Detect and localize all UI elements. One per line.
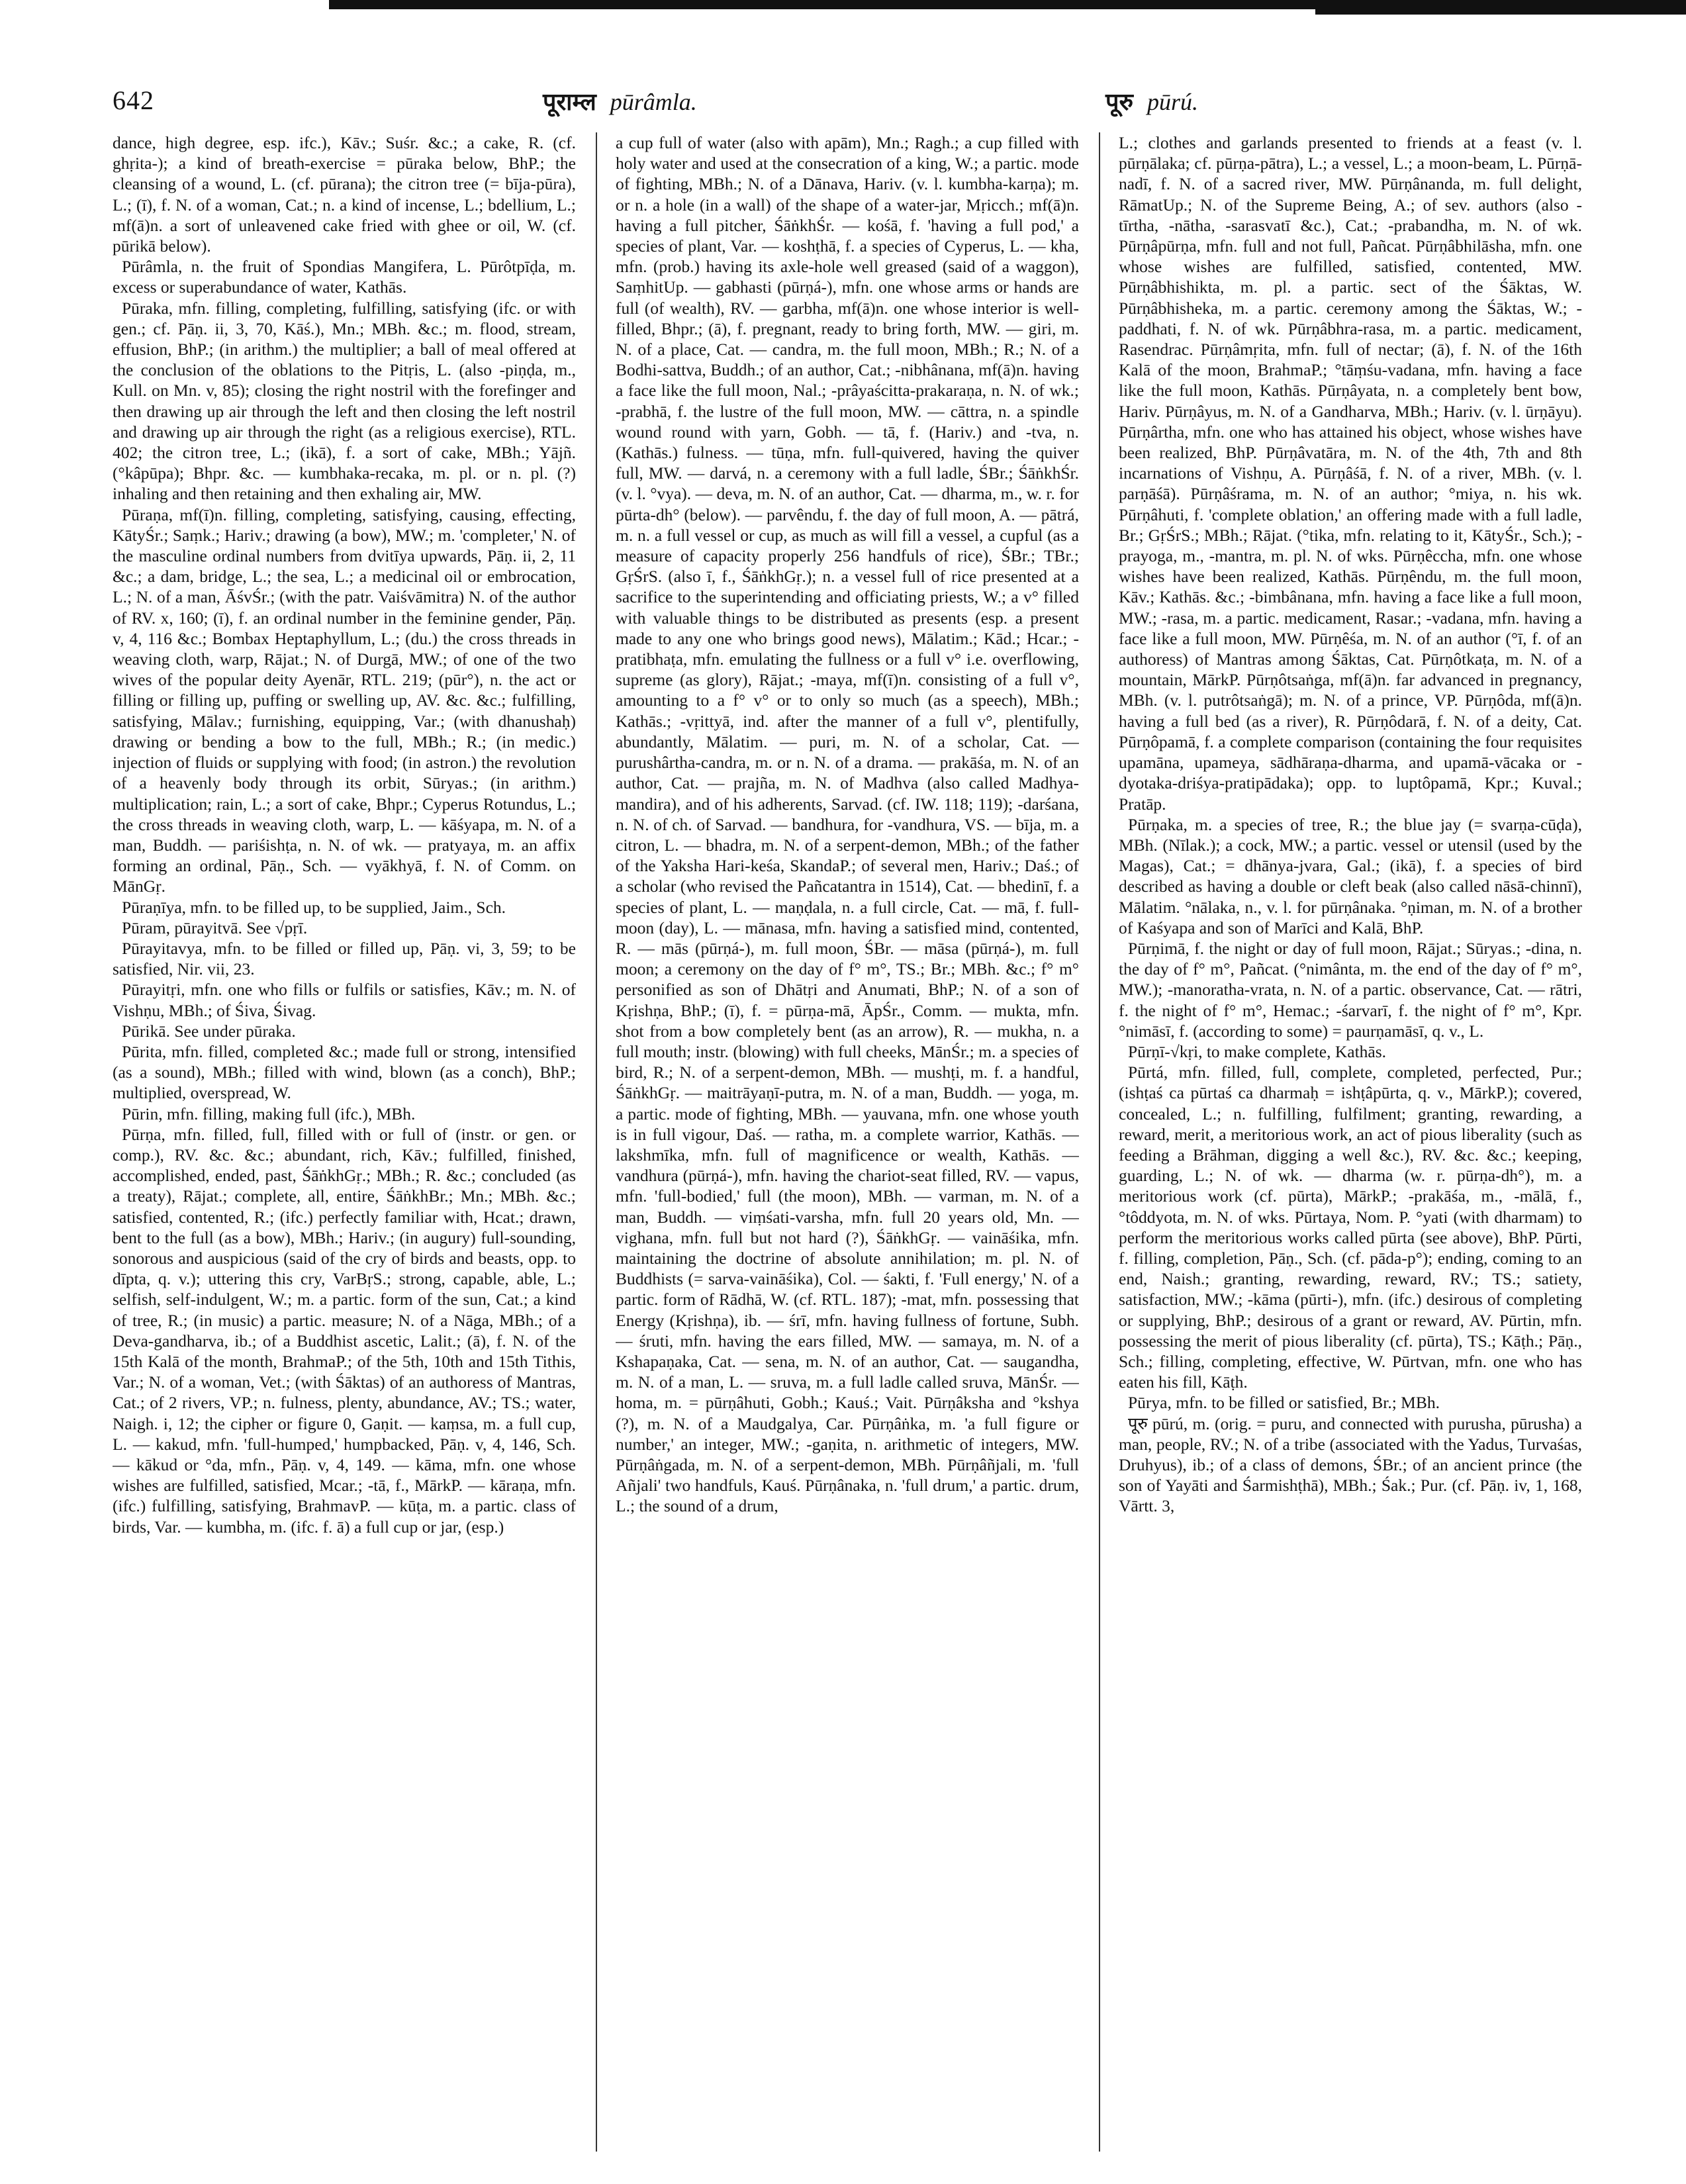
dictionary-entry: Pūrṇaka, m. a species of tree, R.; the blue jay (= svarṇa-cūḍa), MBh. (Nīlak.); a cock, MW.; a partic. vessel or utensil (used by the Magas), Cat.; = dhānya-jvara, Gal.; (ikā), f. a species of bird described as having a double or cleft beak (also called nāsā-chinnī), Mālatim. °nālaka, n., v. l. for pūrṇânaka. °ṇiman, m. N. of a brother of Kaśyapa and son of Marīci and Kalā, BhP. xyxy=(1119,814,1582,937)
column-left xyxy=(113,132,576,2158)
left-running-headword xyxy=(543,85,697,117)
scan-corner-mark xyxy=(329,0,1686,9)
dictionary-entry: L.; clothes and garlands presented to friends at a feast (v. l. pūrṇālaka; cf. pūrṇa-pātra), L.; a vessel, L.; a moon-beam, L. Pūrṇā-nadī, f. N. of a sacred river, MW. Pūrṇânanda, m. full delight, RāmatUp.; N. of the Supreme Being, A.; of sev. authors (also -tīrtha, -nātha, -sarasvatī &c.), Cat.; -prabandha, m. N. of wk. Pūrṇâpūrṇa, mfn. full and not full, Pañcat. Pūrṇâbhilāsha, mfn. one whose wishes are fulfilled, satisfied, contented, MW. Pūrṇâbhishikta, m. pl. a partic. sect of the Śāktas, W. Pūrṇâbhisheka, m. a partic. ceremony among the Śāktas, W.; -paddhati, f. N. of wk. Pūrṇâbhra-rasa, m. a partic. medicament, Rasendrac. Pūrṇâmṛita, mfn. full of nectar; (ā), f. N. of the 16th Kalā of the moon, BrahmaP.; °tāṃśu-vadana, mfn. having a face like the full moon, Kathās. Pūrṇâyata, n. a completely bent bow, Hariv. Pūrṇâyus, m. N. of a Gandharva, MBh.; Hariv. (v. l. ūrṇāyu). Pūrṇârtha, mfn. one who has attained his object, whose wishes have been realized, BhP. Pūrṇâvatāra, m. N. of the 4th, 7th and 8th incarnations of Vishṇu, A. Pūrṇâśā, f. N. of a river, MBh. (v. l. parṇāśā). Pūrṇâśrama, m. N. of an author; °miya, n. his wk. Pūrṇâhuti, f. 'complete oblation,' an offering made with a full ladle, Br.; GṛŚrS.; MBh.; Rājat. (°tika, mfn. relating to it, KātyŚr., Sch.); -prayoga, m., -mantra, m. pl. N. of wks. Pūrṇêccha, mfn. one whose wishes have been realized, Kathās. Pūrṇêndu, m. the full moon, Kāv.; Kathās. &c.; -bimbânana, mfn. having a face like a full moon, MW.; -rasa, m. a partic. medicament, Rasar.; -vadana, mfn. having a face like a full moon, MW. Pūrṇêśa, m. N. of an author (°ī, f. of an authoress) of Mantras among Śāktas, Cat. Pūrṇôtkaṭa, m. N. of a mountain, MārkP. Pūrṇôtsaṅga, mf(ā)n. far advanced in pregnancy, MBh. (v. l. putrôtsaṅgā); m. N. of a prince, VP. Pūrṇôda, mf(ā)n. having a full bed (as a river), R. Pūrṇôdarā, f. N. of a deity, Cat. Pūrṇôpamā, f. a complete comparison (containing the four requisites upamāna, upameya, sādhāraṇa-dharma, and upamā-vācaka or -dyotaka-driśya-pratipādaka); opp. to luptôpamā, Kpr.; Kuval.; Pratāp. xyxy=(1119,133,1582,814)
dictionary-entry: Pūrikā. See under pūraka. xyxy=(122,1021,296,1041)
dictionary-entry: Pūraṇīya, mfn. to be filled up, to be supplied, Jaim., Sch. xyxy=(122,897,506,917)
dictionary-entry: a cup full of water (also with apām), Mn.; Ragh.; a cup filled with holy water and used at the consecration of a king, W.; a partic. mode of fighting, MBh.; N. of a Dānava, Hariv. (v. l. kumbha-karṇa); m. or n. a hole (in a wall) of the shape of a water-jar, Mṛicch.; mf(ā)n. having a full pitcher, ŚāṅkhŚr. — kośā, f. 'having a full pod,' a species of plant, Var. — koshṭhā, f. a species of Cyperus, L. — kha, mfn. (prob.) having its axle-hole well greased (said of a waggon), SaṃhitUp. — gabhasti (pūrṇá-), mfn. one whose arms or hands are full (of wealth), RV. — garbha, mf(ā)n. one whose interior is well-filled, Bhpr.; (ā), f. pregnant, ready to bring forth, MW. — giri, m. N. of a place, Cat. — candra, m. the full moon, MBh.; R.; N. of a Bodhi-sattva, Buddh.; of an author, Cat.; -nibhânana, mf(ā)n. having a face like the full moon, Nal.; -prâyaścitta-prakaraṇa, n. N. of wk.; -prabhā, f. the lustre of the full moon, MW. — cāttra, n. a spindle wound round with yarn, Gobh. — tā, f. (Hariv.) and -tva, n. (Kathās.) fulness. — tūṇa, mfn. full-quivered, having the quiver full, MW. — darvá, n. a ceremony with a full ladle, ŚBr.; ŚāṅkhŚr. (v. l. °vya). — deva, m. N. of an author, Cat. — dharma, m., w. r. for pūrta-dh° (below). — parvêndu, f. the day of full moon, A. — pātrá, m. n. a full vessel or cup, as much as will fill a vessel, a cupful (as a measure of capacity properly 256 handfuls of rice), ŚBr.; TBr.; GṛŚrS. (also ī, f., ŚāṅkhGṛ.); n. a vessel full of rice presented at a sacrifice to the superintending and officiating priests, W.; a v° filled with valuable things to be distributed as presents (esp. a present made to any one who brings good news), Mālatim.; Kād.; Hcar.; -pratibhaṭa, mfn. emulating the fullness or a full v° i.e. overflowing, supreme (as glory), Rājat.; -maya, mf(ī)n. consisting of a full v°, amounting to a f° v° or to only so much (as a speech), MBh.; Kathās.; -vṛittyā, ind. after the manner of a full v°, plentifully, abundantly, Mālatim. — puri, m. N. of a scholar, Cat. — purushârtha-candra, m. or n. N. of a drama. — prakāśa, m. N. of an author, Cat. — prajña, m. N. of Madhva (also called Madhya-mandira), and of his adherents, Sarvad. (cf. IW. 118; 119); -darśana, n. N. of ch. of Sarvad. — bandhura, for -vandhura, VS. — bīja, m. a citron, L. — bhadra, m. N. of a serpent-demon, MBh.; of the father of the Yaksha Hari-keśa, SkandaP.; of several men, Hariv.; Daś.; of a scholar (who revised the Pañcatantra in 1514), Cat. — bhedinī, f. a species of plant, L. — maṇḍala, n. a full circle, Cat. — mā, f. full-moon (day), L. — mānasa, mfn. having a satisfied mind, contented, R. — mās (pūrṇá-), m. full moon, ŚBr. — māsa (pūrṇá-), m. full moon; a ceremony on the day of f° m°, TS.; Br.; MBh. &c.; f° m° personified as son of Dhātṛi and Anumati, BhP.; N. of a son of Kṛishṇa, BhP.; (ī), f. = pūrṇa-mā, ĀpŚr., Comm. — mukta, mfn. shot from a bow completely bent (as an arrow), R. — mukha, n. a full mouth; instr. (blowing) with full cheeks, MānŚr.; m. a species of bird, R.; N. of a serpent-demon, MBh. — mushṭi, m. f. a handful, ŚāṅkhGṛ. — maitrāyaṇī-putra, m. N. of a man, Buddh. — yoga, m. a partic. mode of fighting, MBh. — yauvana, mfn. one whose youth is in full vigour, Daś. — ratha, m. a complete warrior, Kathās. — lakshmīka, mfn. full of magnificence or wealth, Kathās. — vandhura (pūrṇá-), mfn. having the chariot-seat filled, RV. — vapus, mfn. 'full-bodied,' full (the moon), MBh. — varman, m. N. of a man, Buddh. — viṃśati-varsha, mfn. full 20 years old, Mn. — vighana, mfn. full but not hard (?), ŚāṅkhGṛ. — vaināśika, mfn. maintaining the doctrine of absolute annihilation; m. pl. N. of Buddhists (= sarva-vaināśika), Col. — śakti, f. 'Full energy,' N. of a partic. form of Rādhā, W. (cf. RTL. 187); -mat, mfn. possessing that Energy (Kṛishṇa), ib. — śrī, mfn. having fullness of fortune, Subh. — śruti, mfn. having the ears filled, MW. — samaya, m. N. of a Kshapaṇaka, Cat. — sena, m. N. of an author, Cat. — saugandha, m. N. of a man, L. — sruva, m. a full ladle called sruva, MānŚr. — homa, m. = pūrṇâhuti, Gobh.; Kauś.; Vait. Pūrṇâksha and °kshya (?), m. N. of a Maudgalya, Car. Pūrṇâṅka, m. 'a full figure or number,' an integer, MW.; -gaṇita, n. arithmetic of integers, MW. Pūrṇâṅgada, m. N. of a serpent-demon, MBh. Pūrṇâñjali, m. 'full Añjali' two handfuls, Kauś. Pūrṇânaka, n. 'full drum,' a partic. drum, L.; the sound of a drum, xyxy=(616,133,1079,1516)
dictionary-entry: dance, high degree, esp. ifc.), Kāv.; Suśr. &c.; a cake, R. (cf. ghṛita-); a kind of breath-exercise = pūraka below, BhP.; the cleansing of a wound, L. (cf. pūrana); the citron tree (= bīja-pūra), L.; (ī), f. N. of a woman, Cat.; n. a kind of incense, L.; bdellium, L.; mf(ā)n. a sort of unleavened cake fried with ghee or oil, W. (cf. pūrikā below). xyxy=(113,133,576,256)
dictionary-entry: Pūrṇī-√kṛi, to make complete, Kathās. xyxy=(1128,1041,1387,1061)
column-middle xyxy=(616,132,1079,2158)
column-right xyxy=(1119,132,1582,2158)
right-headword-translit: pūrú. xyxy=(1147,89,1198,115)
dictionary-entry: Pūrin, mfn. filling, making full (ifc.), MBh. xyxy=(122,1104,416,1123)
dictionary-entry: Pūrâmla, n. the fruit of Spondias Mangifera, L. Pūrôtpīḍa, m. excess or superabundance of water, Kathās. xyxy=(113,257,576,297)
dictionary-entry: Pūrtá, mfn. filled, full, complete, completed, perfected, Pur.; (ishṭaś ca pūrtaś ca dharmaḥ = ishṭâpūrta, q. v., MārkP.); covered, concealed, L.; n. fulfilling, fulfilment; granting, rewarding, a reward, merit, a meritorious work, an act of pious liberality (such as feeding a Brāhman, digging a well &c.), RV. &c. &c.; keeping, guarding, L.; N. of wk. — dharma (w. r. pūrṇa-dh°), m. a meritorious work (cf. pūrta), MārkP.; -prakāśa, m., -mālā, f., °tôddyota, m. N. of wks. Pūrtaya, Nom. P. °yati (with dharmam) to perform the meritorious works called pūrta (see above), BhP. Pūrti, f. filling, completion, Pāṇ., Sch. (cf. pāda-p°); ending, coming to an end, Naish.; granting, rewarding, reward, RV.; TS.; satiety, satisfaction, MW.; -kāma (pūrti-), mfn. (ifc.) desirous of completing or supplying, BhP.; desirous of a grant or reward, AV. Pūrtin, mfn. possessing the merit of pious liberality (cf. pūrta), TS.; Kāṭh.; Pāṇ., Sch.; filling, completing, effective, W. Pūrtvan, mfn. one who has eaten his fill, Kāṭh. xyxy=(1119,1063,1582,1392)
right-running-headword xyxy=(1105,85,1198,117)
dictionary-entry: Pūrita, mfn. filled, completed &c.; made full or strong, intensified (as a sound), MBh.; filled with wind, blown (as a conch), BhP.; multiplied, overspread, W. xyxy=(113,1041,576,1103)
left-headword-translit: pūrâmla. xyxy=(610,89,697,115)
column-rule-1 xyxy=(596,132,597,2152)
dictionary-entry: Pūraka, mfn. filling, completing, fulfilling, satisfying (ifc. or with gen.; cf. Pāṇ. ii, 3, 70, Kāś.), Mn.; MBh. &c.; m. flood, stream, effusion, BhP.; (in arithm.) the multiplier; a ball of meal offered at the conclusion of the oblations to the Pitṛis, L. (also -piṇḍa, m., Kull. on Mn. v, 85); closing the right nostril with the forefinger and then drawing up air through the left and then closing the left nostril and drawing up air through the right (as a religious exercise), RTL. 402; the citron tree, L.; (ikā), f. a sort of cake, MBh.; Yājñ. (°kâpūpa); Bhpr. &c. — kumbhaka-recaka, m. pl. or n. pl. (?) inhaling and then retaining and then exhaling air, MW. xyxy=(113,298,576,504)
page-header xyxy=(113,85,1582,131)
dictionary-entry: Pūrya, mfn. to be filled or satisfied, Br.; MBh. xyxy=(1128,1393,1440,1413)
dictionary-entry: Pūrṇimā, f. the night or day of full moon, Rājat.; Sūryas.; -dina, n. the day of f° m°, Pañcat. (°nimânta, m. the end of the day of f° m°, MW.); -manoratha-vrata, n. N. of a partic. observance, Cat. — rātri, f. the night of f° m°, Hemac.; -śarvarī, f. the night of f° m°, Kpr. °nimāsī, f. (according to some) = paurṇamāsī, q. v., L. xyxy=(1119,938,1582,1041)
dictionary-columns xyxy=(113,132,1582,2158)
dictionary-entry: Pūram, pūrayitvā. See √pṛī. xyxy=(122,918,308,937)
dictionary-entry: पूरु pūrú, m. (orig. = puru, and connected with purusha, pūrusha) a man, people, RV.; N. of a tribe (associated with the Yadus, Turvaśas, Druhyus), ib.; of a class of demons, ŚBr.; of an ancient prince (the son of Yayāti and Śarmishṭhā), MBh.; Śak.; Pur. (cf. Pāṇ. iv, 1, 168, Vārtt. 3, xyxy=(1119,1413,1582,1516)
dictionary-entry: Pūrayitavya, mfn. to be filled or filled up, Pāṇ. vi, 3, 59; to be satisfied, Nir. vii, 23. xyxy=(113,938,576,979)
dictionary-entry: Pūrṇa, mfn. filled, full, filled with or full of (instr. or gen. or comp.), RV. &c. &c.; abundant, rich, Kāv.; fulfilled, finished, accomplished, ended, past, ŚāṅkhGṛ.; MBh.; R. &c.; concluded (as a treaty), Rājat.; complete, all, entire, ŚāṅkhBr.; Mn.; MBh. &c.; satisfied, contented, R.; (ifc.) perfectly familiar with, Hcat.; drawn, bent to the full (as a bow), MBh.; Hariv.; (in augury) full-sounding, sonorous and auspicious (said of the cry of birds and beasts, opp. to dīpta, q. v.); uttering this cry, VarBṛS.; strong, capable, able, L.; selfish, self-indulgent, W.; m. a partic. form of the sun, Cat.; a kind of tree, R.; (in music) a partic. measure; N. of a Nāga, MBh.; of a Deva-gandharva, ib.; of a Buddhist ascetic, Lalit.; (ā), f. N. of the 15th Kalā of the month, BrahmaP.; of the 5th, 10th and 15th Tithis, Var.; N. of a woman, Vet.; (with Śāktas) of an authoress of Mantras, Cat.; of 2 rivers, VP.; n. fulness, plenty, abundance, AV.; TS.; water, Naigh. i, 12; the cipher or figure 0, Gaṇit. — kaṃsa, m. a full cup, L. — kakud, mfn. 'full-humped,' humpbacked, Pāṇ. v, 4, 146, Sch. — kākud or °da, mfn., Pāṇ. v, 4, 149. — kāma, mfn. one whose wishes are fulfilled, satisfied, Mcar.; -tā, f., MārkP. — kāraṇa, mfn. (ifc.) fulfilling, satisfying, BrahmavP. — kūṭa, m. a partic. class of birds, Var. — kumbha, m. (ifc. f. ā) a full cup or jar, (esp.) xyxy=(113,1124,576,1537)
column-rule-2 xyxy=(1099,132,1100,2152)
right-headword-devanagari: पूरु xyxy=(1105,89,1133,116)
left-headword-devanagari: पूराम्ल xyxy=(543,89,596,116)
page-number: 642 xyxy=(113,85,154,115)
dictionary-entry: Pūrayitṛi, mfn. one who fills or fulfils or satisfies, Kāv.; m. N. of Vishṇu, MBh.; of Śiva, Śivag. xyxy=(113,980,576,1020)
dictionary-entry: Pūraṇa, mf(ī)n. filling, completing, satisfying, causing, effecting, KātyŚr.; Saṃk.; Hariv.; drawing (a bow), MW.; m. 'completer,' N. of the masculine ordinal numbers from dvitīya upwards, Pāṇ. ii, 2, 11 &c.; a dam, bridge, L.; the sea, L.; a medicinal oil or embrocation, L.; N. of a man, ĀśvŚr.; (with the patr. Vaiśvāmitra) N. of the author of RV. x, 160; (ī), f. an ordinal number in the feminine gender, Pāṇ. v, 4, 116 &c.; Bombax Heptaphyllum, L.; (du.) the cross threads in weaving cloth, warp, Rājat.; N. of Durgā, MW.; of one of the two wives of the popular deity Ayenār, RTL. 219; (pūr°), n. the act or filling or filling up, puffing or swelling up, AV. &c. &c.; fulfilling, satisfying, Mālav.; furnishing, equipping, Var.; (with dhanushaḥ) drawing or bending a bow to the full, MBh.; R.; (in medic.) injection of fluids or supplying with food; (in astron.) the revolution of a heavenly body through its orbit, Sūryas.; (in arithm.) multiplication; rain, L.; a sort of cake, Bhpr.; Cyperus Rotundus, L.; the cross threads in weaving cloth, warp, L. — kāśyapa, m. N. of a man, Buddh. — pariśishṭa, n. N. of wk. — pratyaya, m. an affix forming an ordinal, Pāṇ., Sch. — vyākhyā, f. N. of Comm. on MānGṛ. xyxy=(113,504,576,896)
